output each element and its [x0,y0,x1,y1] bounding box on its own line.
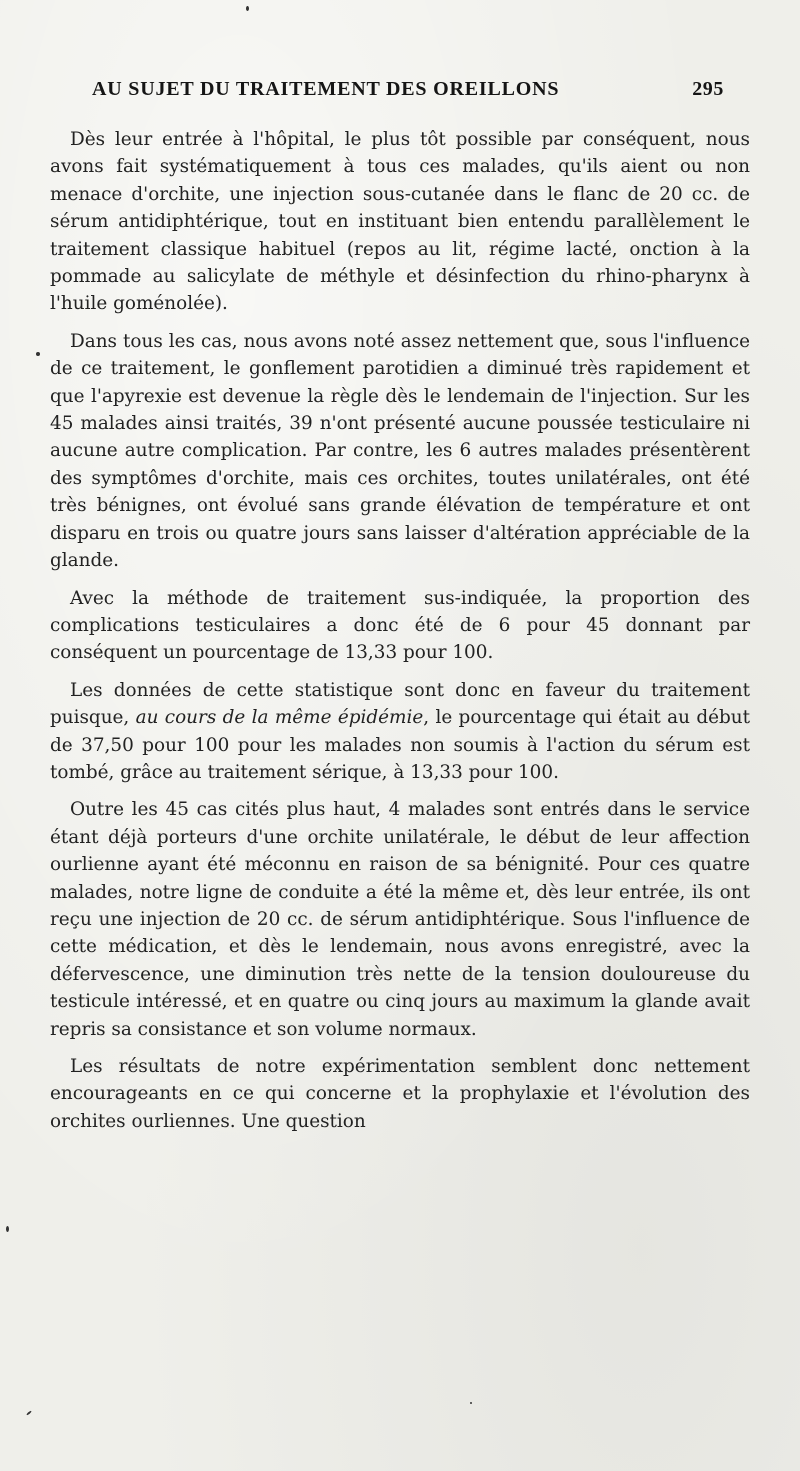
paragraph-3: Avec la méthode de traitement sus-indiquée, la proportion des complications testiculaires a donc été de 6 pour 45 donnant par conséquent un pourcentage de 13,33 pour 100. [50,587,750,664]
paragraph-5: Outre les 45 cas cités plus haut, 4 malades sont entrés dans le service étant déjà porteurs d'une orchite unilatérale, le début de leur affection ourlienne ayant été méconnu en raison de sa bénignité. Pour ces quatre malades, notre ligne de conduite a été la même et, dès leur entrée, ils ont reçu une injection de 20 cc. de sérum antidiphtérique. Sous l'influence de cette médication, et dès le lendemain, nous avons enregistré, avec la défervescence, une diminution très nette de la tension douloureuse du testicule intéressé, et en quatre ou cinq jours au maximum la glande avait repris sa consistance et son volume normaux. [50,799,750,1040]
paragraph-4-part-1: Les données de cette statistique sont donc en faveur du traitement puisque, [50,679,750,729]
print-speck [36,352,40,356]
body-text [50,126,750,1145]
print-speck [26,1410,32,1415]
page-number: 295 [692,78,724,100]
print-speck [6,1226,9,1232]
paragraph-6: Les résultats de notre expérimentation semblent donc nettement encourageants en ce qui concerne et la prophylaxie et l'évolution des orchites ourliennes. Une question [50,1056,750,1132]
running-head [92,78,724,104]
print-speck [246,6,249,11]
paragraph-4-part-2: , le pourcentage qui était au début de 37,50 pour 100 pour les malades non soumis à l'action du sérum est tombé, grâce au traitement sérique, à 13,33 pour 100. [50,707,750,783]
paragraph-2: Dans tous les cas, nous avons noté assez nettement que, sous l'influence de ce traitement, le gonflement parotidien a diminué très rapidement et que l'apyrexie est devenue la règle dès le lendemain de l'injection. Sur les 45 malades ainsi traités, 39 n'ont présenté aucune poussée testiculaire ni aucune autre complication. Par contre, les 6 autres malades présentèrent des symptômes d'orchite, mais ces orchites, toutes unilatérales, ont été très bénignes, ont évolué sans grande élévation de température et ont disparu en trois ou quatre jours sans laisser d'altération appréciable de la glande. [50,330,750,572]
running-title: AU SUJET DU TRAITEMENT DES OREILLONS [92,78,560,100]
paragraph-4 [50,677,750,787]
print-speck [470,1402,472,1404]
paragraph-1: Dès leur entrée à l'hôpital, le plus tôt possible par conséquent, nous avons fait systématiquement à tous ces malades, qu'ils aient ou non menace d'orchite, une injection sous-cutanée dans le flanc de 20 cc. de sérum antidiphtérique, tout en instituant bien entendu parallèlement le traitement classique habituel (repos au lit, régime lacté, onction à la pommade au salicylate de méthyle et désinfection du rhino-pharynx à l'huile goménolée). [50,129,750,315]
paragraph-4-emphasis: au cours de la même épidémie [135,707,424,729]
